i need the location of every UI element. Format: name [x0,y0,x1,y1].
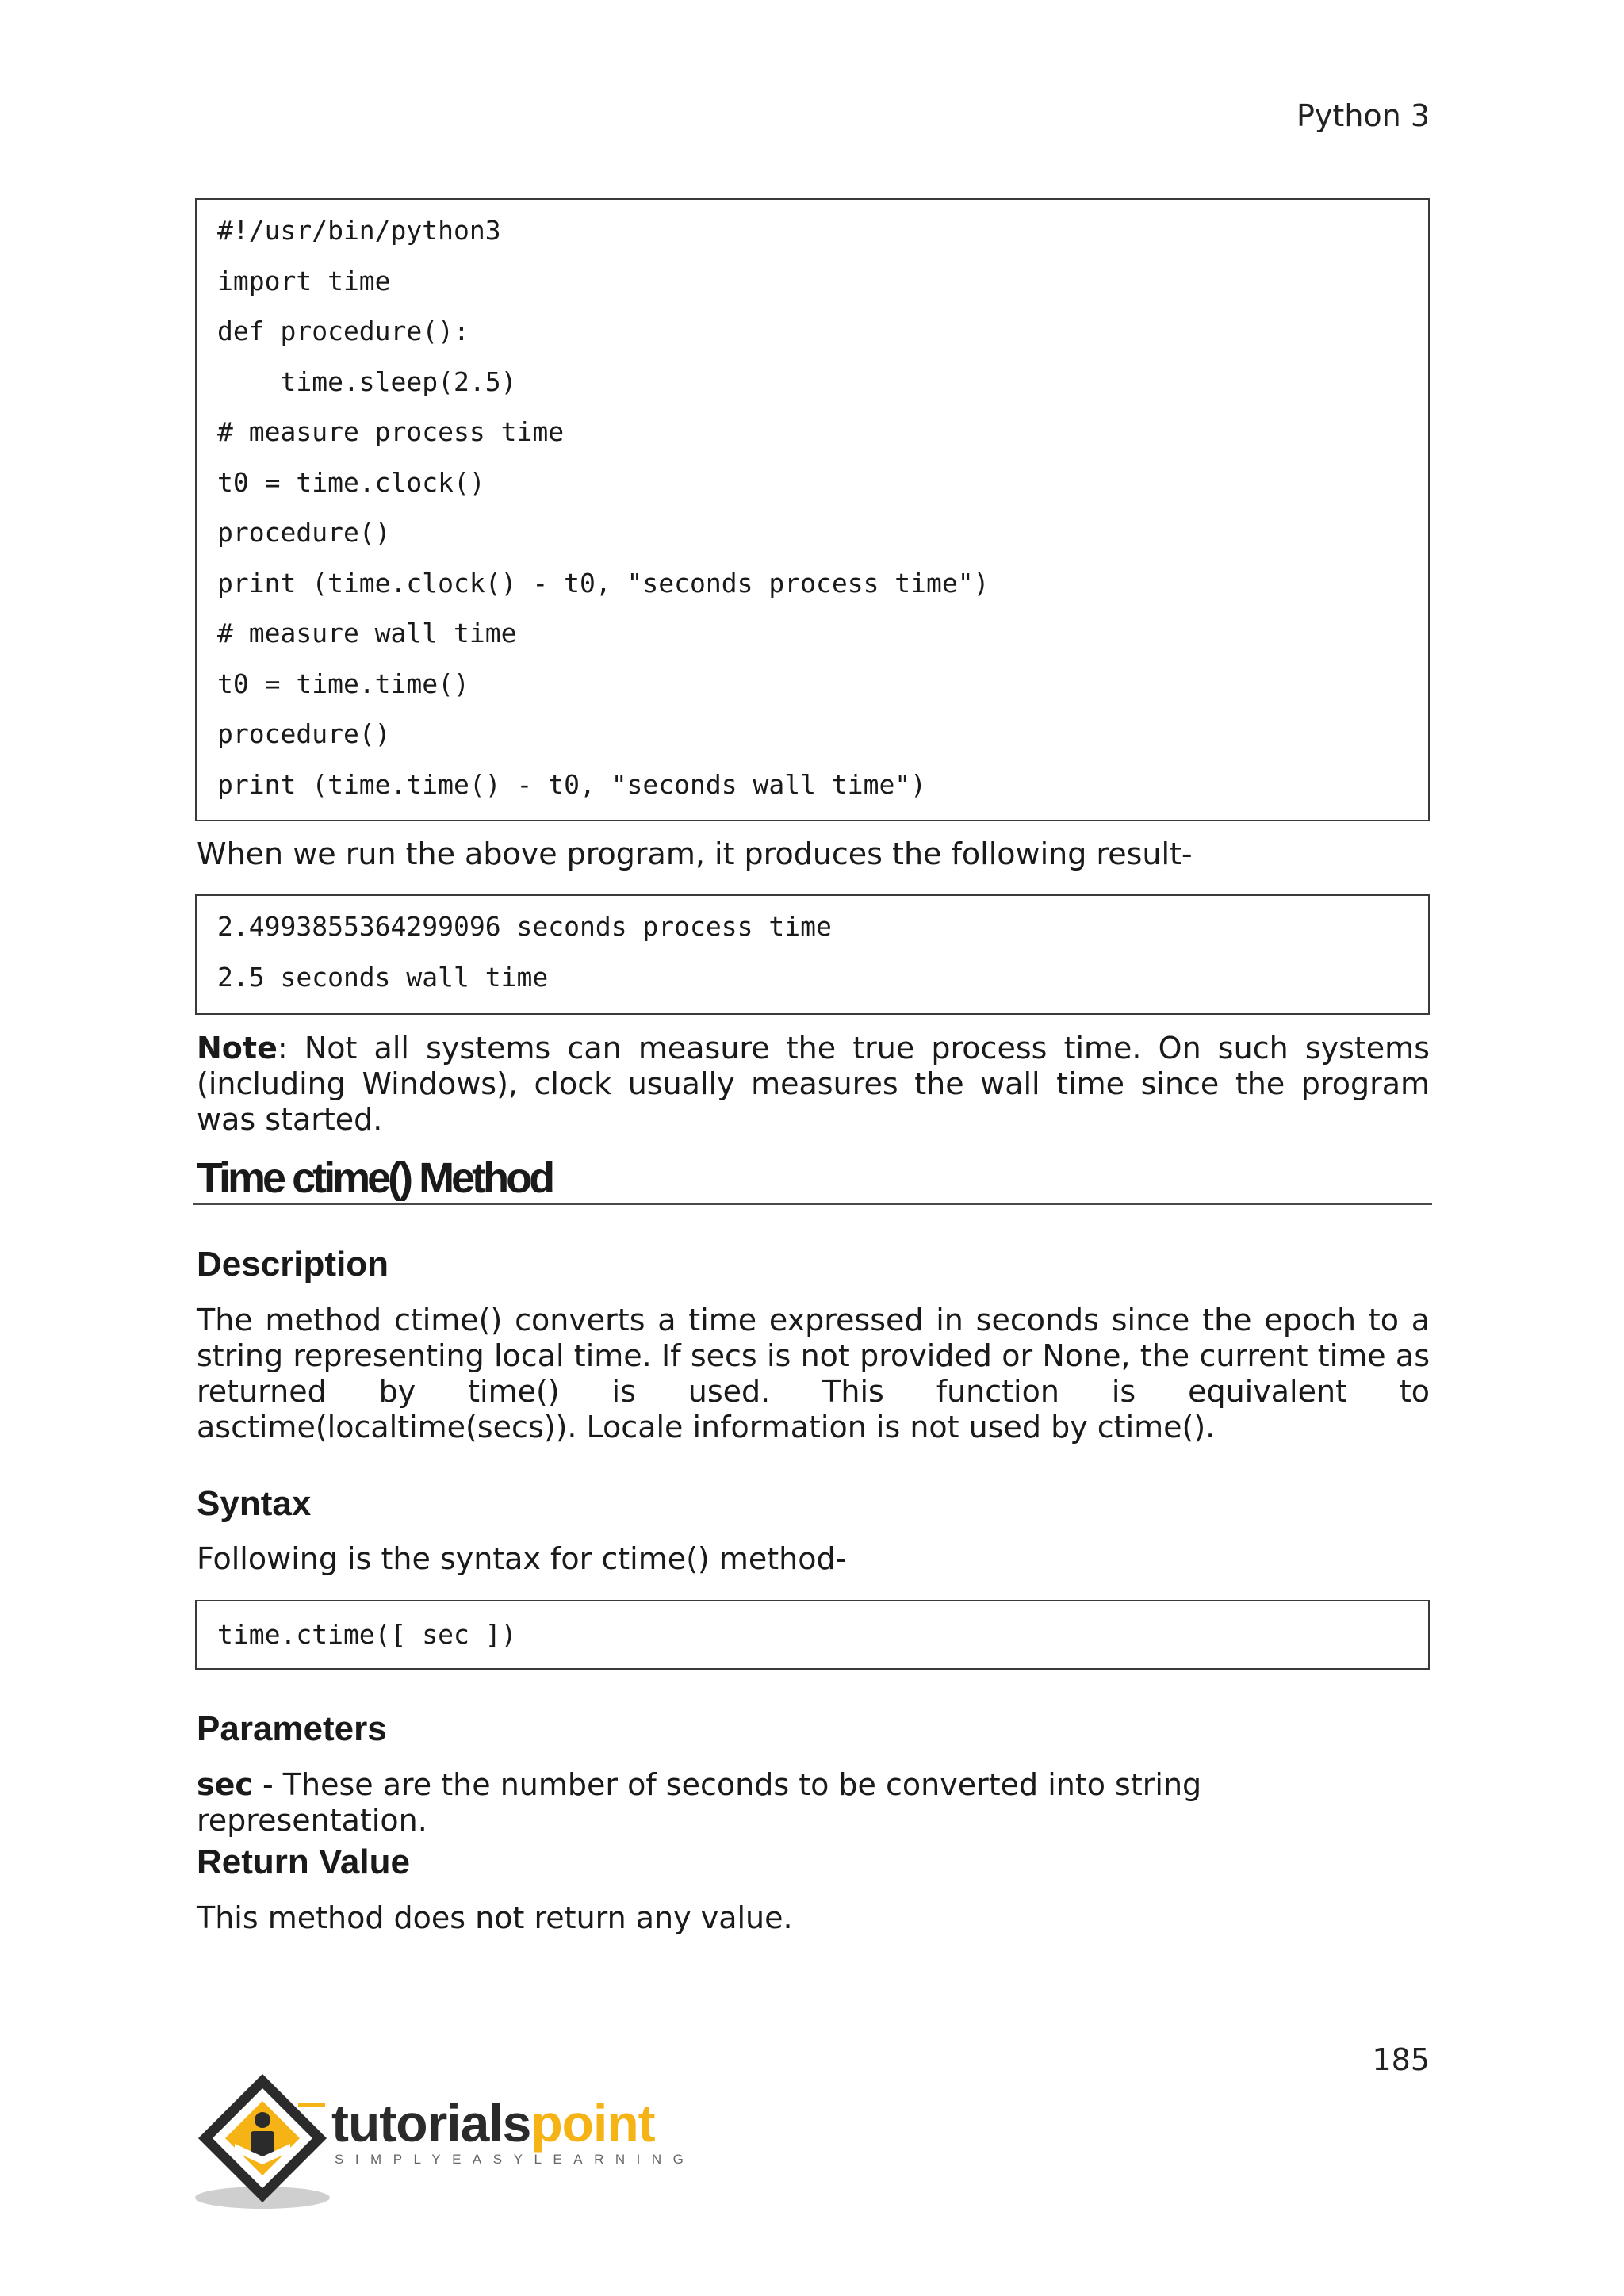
section-title: Time ctime() Method [197,1154,553,1202]
syntax-heading: Syntax [197,1484,312,1523]
code-line: # measure process time [217,416,565,447]
logo-wordmark-dark: tutorials [331,2094,531,2152]
note-text: : Not all systems can measure the true process time. On such systems (including Windows), clock usually measures the wall time since the program was started. [197,1031,1430,1137]
code-line: time.sleep(2.5) [217,365,517,397]
return-value-heading: Return Value [197,1843,410,1881]
logo-wordmark [331,2093,655,2153]
param-desc: - These are the number of seconds to be converted into string representation. [197,1767,1202,1838]
output-line: 2.5 seconds wall time [217,961,549,993]
note-paragraph [197,1031,1430,1138]
code-line: t0 = time.clock() [217,466,485,498]
description-text: The method ctime() converts a time expressed in seconds since the epoch to a string representing local time. If secs is not provided or None, the current time as returned by time() is used. This function is equivalent to asctime(localtime(secs)). Locale information is not used by ctime(). [197,1303,1430,1445]
code-line: # measure wall time [217,618,517,649]
syntax-intro: Following is the syntax for ctime() method- [197,1541,847,1576]
description-heading: Description [197,1245,389,1284]
code-block [195,198,1430,821]
code-line: print (time.clock() - t0, "seconds process time") [217,567,990,599]
code-line: t0 = time.time() [217,668,469,699]
return-value-text: This method does not return any value. [197,1900,793,1935]
syntax-code: time.ctime([ sec ]) [217,1619,517,1650]
parameters-heading: Parameters [197,1709,387,1748]
parameters-text [197,1767,1430,1839]
result-intro: When we run the above program, it produces the following result- [197,836,1193,871]
logo-wordmark-accent: point [530,2094,655,2152]
code-line: def procedure(): [217,316,469,346]
code-line: procedure() [217,718,391,749]
code-line: procedure() [217,517,391,548]
output-block [195,894,1430,1015]
syntax-code-block [195,1600,1430,1670]
param-term: sec [197,1767,253,1802]
code-line: print (time.time() - t0, "seconds wall time") [217,768,927,800]
code-line: #!/usr/bin/python3 [217,215,501,246]
page-number: 185 [1372,2042,1430,2077]
note-label: Note [197,1031,278,1066]
code-line: import time [217,265,391,297]
section-divider [193,1203,1432,1205]
logo-tagline: SIMPLYEASYLEARNING [335,2152,695,2167]
output-line: 2.4993855364299096 seconds process time [217,911,832,942]
running-header: Python 3 [1297,98,1430,133]
logo-diamond-icon [195,2071,346,2214]
